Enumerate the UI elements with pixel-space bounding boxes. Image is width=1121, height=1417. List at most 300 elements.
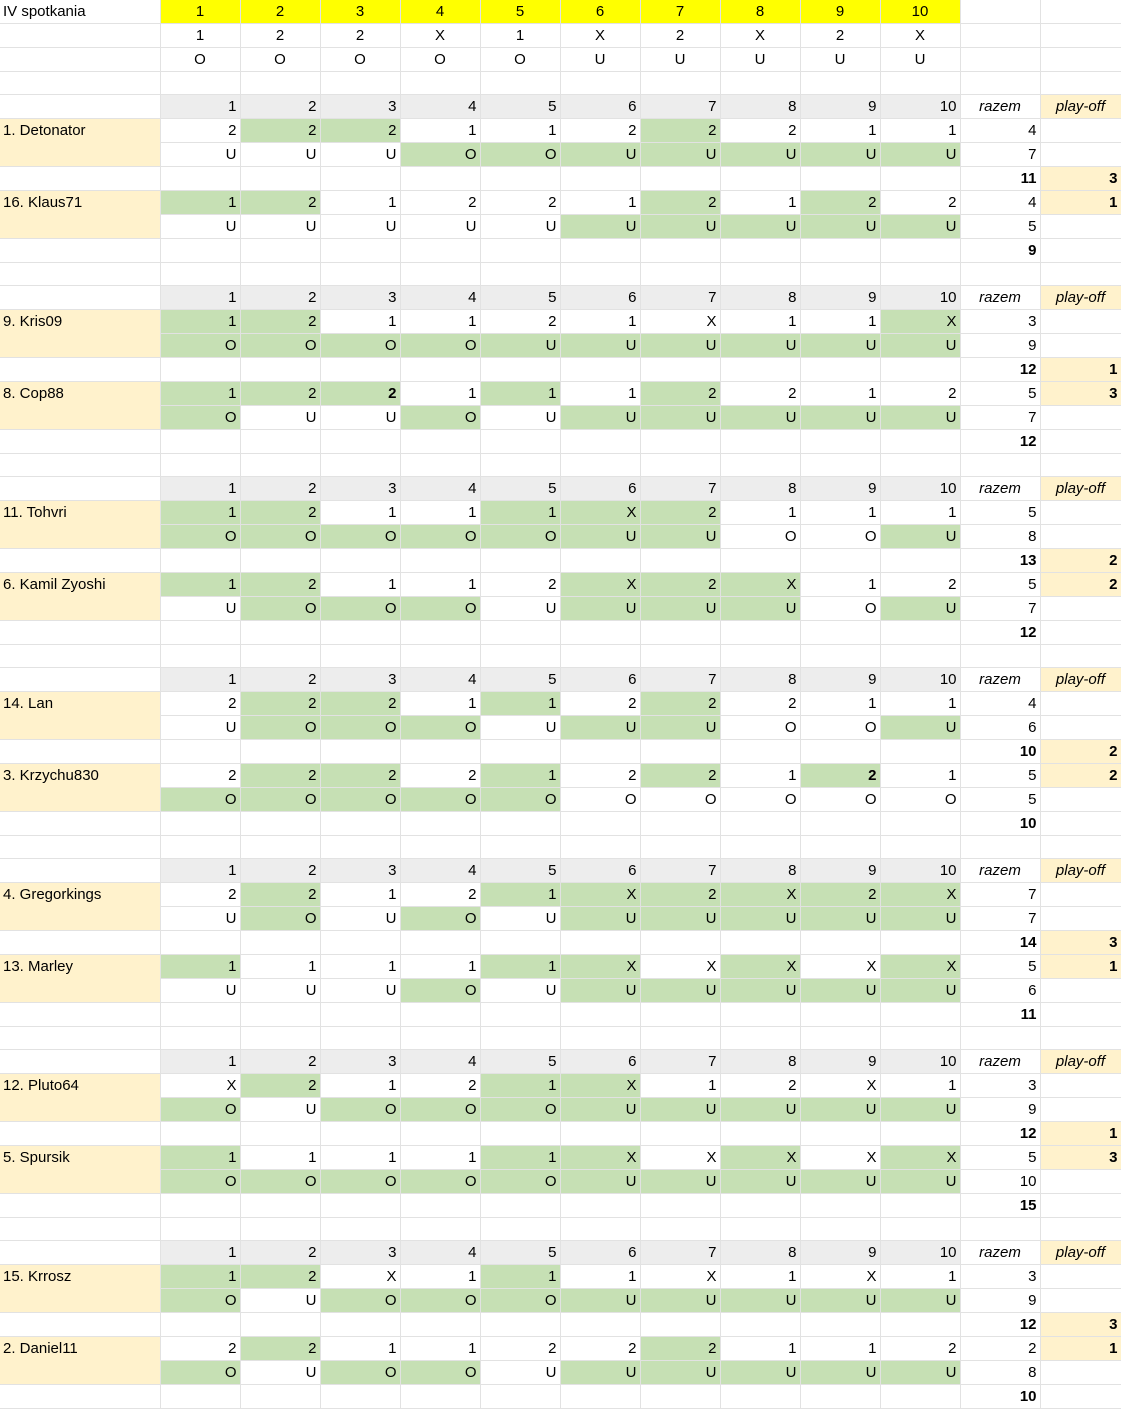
empty-cell[interactable]	[240, 454, 320, 477]
overunder-cell[interactable]: O	[320, 525, 400, 549]
empty-cell[interactable]	[640, 1194, 720, 1218]
overunder-cell[interactable]: U	[320, 979, 400, 1003]
empty-cell[interactable]	[880, 430, 960, 454]
empty-cell[interactable]	[480, 1122, 560, 1146]
overunder-cell[interactable]: U	[160, 143, 240, 167]
result-cell[interactable]: 1	[400, 119, 480, 143]
result-cell[interactable]: 1	[720, 764, 800, 788]
result-cell[interactable]: 2	[640, 382, 720, 406]
header-overunder[interactable]: U	[640, 48, 720, 72]
empty-cell[interactable]	[560, 740, 640, 764]
result-cell[interactable]: 1	[320, 191, 400, 215]
empty-cell[interactable]	[240, 1122, 320, 1146]
overunder-cell[interactable]: O	[400, 334, 480, 358]
empty-cell[interactable]	[1040, 334, 1121, 358]
empty-cell[interactable]	[720, 740, 800, 764]
overunder-cell[interactable]: U	[320, 907, 400, 931]
empty-cell[interactable]	[560, 167, 640, 191]
overunder-cell[interactable]: O	[400, 907, 480, 931]
result-cell[interactable]: 2	[400, 191, 480, 215]
result-cell[interactable]: 1	[800, 310, 880, 334]
empty-cell[interactable]	[240, 72, 320, 95]
overunder-cell[interactable]: O	[320, 334, 400, 358]
empty-cell[interactable]	[800, 1027, 880, 1050]
overunder-cell[interactable]: U	[640, 907, 720, 931]
result-cell[interactable]: 1	[880, 692, 960, 716]
column-number[interactable]: 7	[640, 286, 720, 310]
overunder-cell[interactable]: U	[480, 979, 560, 1003]
empty-cell[interactable]	[400, 645, 480, 668]
column-number[interactable]: 5	[480, 1050, 560, 1074]
column-number[interactable]: 5	[480, 95, 560, 119]
result-cell[interactable]: 2	[560, 119, 640, 143]
empty-cell[interactable]	[160, 167, 240, 191]
overunder-cell[interactable]: O	[160, 1289, 240, 1313]
empty-cell[interactable]	[0, 72, 160, 95]
overunder-cell[interactable]: U	[560, 525, 640, 549]
header-number[interactable]: 7	[640, 0, 720, 24]
empty-cell[interactable]	[480, 1027, 560, 1050]
empty-cell[interactable]	[880, 1194, 960, 1218]
playoff-points[interactable]: 3	[1040, 167, 1121, 191]
result-cell[interactable]: 2	[240, 310, 320, 334]
empty-cell[interactable]	[640, 549, 720, 573]
result-cell[interactable]: 1	[160, 310, 240, 334]
result-cell[interactable]: 1	[160, 382, 240, 406]
result-cell[interactable]: 1	[320, 1146, 400, 1170]
empty-cell[interactable]	[0, 1241, 160, 1265]
overunder-cell[interactable]: U	[880, 907, 960, 931]
overunder-cell[interactable]: O	[240, 716, 320, 740]
overunder-cell[interactable]: U	[160, 215, 240, 239]
header-result[interactable]: X	[560, 24, 640, 48]
empty-cell[interactable]	[240, 1003, 320, 1027]
result-cell[interactable]: X	[560, 573, 640, 597]
column-number[interactable]: 7	[640, 859, 720, 883]
empty-cell[interactable]	[240, 931, 320, 955]
player-name[interactable]: 16. Klaus71	[0, 191, 160, 239]
empty-cell[interactable]	[800, 931, 880, 955]
total-score[interactable]: 12	[960, 1122, 1040, 1146]
score-overunder[interactable]: 7	[960, 406, 1040, 430]
result-cell[interactable]: 1	[880, 501, 960, 525]
empty-cell[interactable]	[160, 1385, 240, 1409]
overunder-cell[interactable]: O	[800, 525, 880, 549]
empty-cell[interactable]	[640, 740, 720, 764]
overunder-cell[interactable]: U	[560, 406, 640, 430]
empty-cell[interactable]	[880, 645, 960, 668]
empty-cell[interactable]	[160, 1194, 240, 1218]
overunder-cell[interactable]: O	[400, 788, 480, 812]
playoff-points[interactable]: 1	[1040, 358, 1121, 382]
player-name[interactable]: 8. Cop88	[0, 382, 160, 430]
result-cell[interactable]: X	[880, 955, 960, 979]
empty-cell[interactable]	[640, 263, 720, 286]
empty-cell[interactable]	[640, 621, 720, 645]
empty-cell[interactable]	[0, 931, 160, 955]
playoff-points[interactable]: 3	[1040, 1313, 1121, 1337]
empty-cell[interactable]	[160, 263, 240, 286]
empty-cell[interactable]	[320, 454, 400, 477]
overunder-cell[interactable]: U	[560, 907, 640, 931]
result-cell[interactable]: 2	[880, 382, 960, 406]
header-overunder[interactable]: U	[720, 48, 800, 72]
empty-cell[interactable]	[560, 1027, 640, 1050]
empty-cell[interactable]	[320, 1385, 400, 1409]
playoff-points[interactable]	[1040, 1003, 1121, 1027]
empty-cell[interactable]	[0, 477, 160, 501]
column-number[interactable]: 6	[560, 1050, 640, 1074]
result-cell[interactable]: 2	[560, 764, 640, 788]
overunder-cell[interactable]: U	[240, 1098, 320, 1122]
empty-cell[interactable]	[640, 358, 720, 382]
overunder-cell[interactable]: U	[880, 1098, 960, 1122]
overunder-cell[interactable]: O	[640, 788, 720, 812]
empty-cell[interactable]	[720, 1122, 800, 1146]
empty-cell[interactable]	[800, 812, 880, 836]
playoff-points[interactable]: 2	[1040, 740, 1121, 764]
result-cell[interactable]: X	[800, 1265, 880, 1289]
playoff-points[interactable]	[1040, 1074, 1121, 1098]
empty-cell[interactable]	[880, 72, 960, 95]
empty-cell[interactable]	[1040, 454, 1121, 477]
empty-cell[interactable]	[800, 549, 880, 573]
overunder-cell[interactable]: O	[800, 597, 880, 621]
empty-cell[interactable]	[1040, 215, 1121, 239]
overunder-cell[interactable]: U	[240, 215, 320, 239]
result-cell[interactable]: 1	[160, 501, 240, 525]
overunder-cell[interactable]: O	[240, 597, 320, 621]
overunder-cell[interactable]: U	[480, 716, 560, 740]
score-result[interactable]: 5	[960, 1146, 1040, 1170]
result-cell[interactable]: 2	[240, 1074, 320, 1098]
column-number[interactable]: 8	[720, 286, 800, 310]
overunder-cell[interactable]: U	[640, 143, 720, 167]
overunder-cell[interactable]: U	[880, 1289, 960, 1313]
empty-cell[interactable]	[0, 454, 160, 477]
result-cell[interactable]: X	[560, 501, 640, 525]
score-result[interactable]: 3	[960, 310, 1040, 334]
empty-cell[interactable]	[0, 740, 160, 764]
header-result[interactable]: X	[880, 24, 960, 48]
column-number[interactable]: 2	[240, 1050, 320, 1074]
overunder-cell[interactable]: O	[480, 525, 560, 549]
result-cell[interactable]: 1	[400, 1265, 480, 1289]
result-cell[interactable]: 2	[400, 883, 480, 907]
empty-cell[interactable]	[960, 836, 1040, 859]
overunder-cell[interactable]: U	[800, 406, 880, 430]
overunder-cell[interactable]: O	[160, 1361, 240, 1385]
empty-cell[interactable]	[160, 740, 240, 764]
player-name[interactable]: 5. Spursik	[0, 1146, 160, 1194]
empty-cell[interactable]	[0, 286, 160, 310]
column-number[interactable]: 3	[320, 1241, 400, 1265]
result-cell[interactable]: X	[800, 955, 880, 979]
empty-cell[interactable]	[0, 1003, 160, 1027]
result-cell[interactable]: 1	[880, 119, 960, 143]
empty-cell[interactable]	[480, 358, 560, 382]
result-cell[interactable]: 2	[320, 382, 400, 406]
overunder-cell[interactable]: O	[400, 406, 480, 430]
empty-cell[interactable]	[800, 1194, 880, 1218]
empty-cell[interactable]	[960, 0, 1040, 24]
empty-cell[interactable]	[800, 1218, 880, 1241]
empty-cell[interactable]	[240, 740, 320, 764]
player-name[interactable]: 11. Tohvri	[0, 501, 160, 549]
column-number[interactable]: 4	[400, 1241, 480, 1265]
empty-cell[interactable]	[560, 1194, 640, 1218]
overunder-cell[interactable]: U	[160, 597, 240, 621]
header-result[interactable]: 2	[240, 24, 320, 48]
score-overunder[interactable]: 9	[960, 334, 1040, 358]
score-result[interactable]: 5	[960, 955, 1040, 979]
empty-cell[interactable]	[640, 1218, 720, 1241]
overunder-cell[interactable]: U	[880, 406, 960, 430]
empty-cell[interactable]	[240, 167, 320, 191]
result-cell[interactable]: 2	[160, 119, 240, 143]
result-cell[interactable]: 2	[640, 692, 720, 716]
empty-cell[interactable]	[960, 1027, 1040, 1050]
empty-cell[interactable]	[320, 1313, 400, 1337]
empty-cell[interactable]	[560, 621, 640, 645]
column-number[interactable]: 9	[800, 859, 880, 883]
empty-cell[interactable]	[800, 621, 880, 645]
overunder-cell[interactable]: U	[640, 334, 720, 358]
column-number[interactable]: 9	[800, 1050, 880, 1074]
overunder-cell[interactable]: U	[560, 143, 640, 167]
empty-cell[interactable]	[560, 1218, 640, 1241]
player-name[interactable]: 13. Marley	[0, 955, 160, 1003]
empty-cell[interactable]	[240, 358, 320, 382]
playoff-points[interactable]	[1040, 1385, 1121, 1409]
result-cell[interactable]: 2	[640, 119, 720, 143]
razem-label[interactable]: razem	[960, 859, 1040, 883]
result-cell[interactable]: 1	[560, 382, 640, 406]
empty-cell[interactable]	[560, 812, 640, 836]
empty-cell[interactable]	[1040, 979, 1121, 1003]
overunder-cell[interactable]: U	[160, 716, 240, 740]
result-cell[interactable]: 2	[240, 883, 320, 907]
result-cell[interactable]: 2	[480, 191, 560, 215]
total-score[interactable]: 15	[960, 1194, 1040, 1218]
razem-label[interactable]: razem	[960, 477, 1040, 501]
score-result[interactable]: 5	[960, 764, 1040, 788]
overunder-cell[interactable]: U	[720, 1170, 800, 1194]
column-number[interactable]: 9	[800, 95, 880, 119]
column-number[interactable]: 7	[640, 1241, 720, 1265]
overunder-cell[interactable]: U	[240, 1289, 320, 1313]
score-result[interactable]: 3	[960, 1074, 1040, 1098]
empty-cell[interactable]	[0, 1385, 160, 1409]
empty-cell[interactable]	[720, 430, 800, 454]
overunder-cell[interactable]: O	[320, 1361, 400, 1385]
result-cell[interactable]: 2	[240, 764, 320, 788]
score-result[interactable]: 4	[960, 692, 1040, 716]
result-cell[interactable]: 1	[480, 692, 560, 716]
empty-cell[interactable]	[160, 1003, 240, 1027]
empty-cell[interactable]	[0, 1122, 160, 1146]
empty-cell[interactable]	[880, 263, 960, 286]
overunder-cell[interactable]: U	[720, 334, 800, 358]
column-number[interactable]: 8	[720, 477, 800, 501]
overunder-cell[interactable]: U	[800, 1170, 880, 1194]
result-cell[interactable]: 1	[480, 382, 560, 406]
playoff-points[interactable]: 2	[1040, 549, 1121, 573]
column-number[interactable]: 2	[240, 95, 320, 119]
result-cell[interactable]: 2	[640, 191, 720, 215]
player-name[interactable]: 1. Detonator	[0, 119, 160, 167]
overunder-cell[interactable]: O	[320, 1098, 400, 1122]
empty-cell[interactable]	[320, 239, 400, 263]
empty-cell[interactable]	[320, 812, 400, 836]
empty-cell[interactable]	[400, 812, 480, 836]
overunder-cell[interactable]: O	[880, 788, 960, 812]
total-score[interactable]: 10	[960, 740, 1040, 764]
overunder-cell[interactable]: U	[160, 979, 240, 1003]
empty-cell[interactable]	[0, 668, 160, 692]
result-cell[interactable]: 1	[320, 955, 400, 979]
result-cell[interactable]: 1	[800, 1337, 880, 1361]
column-number[interactable]: 4	[400, 1050, 480, 1074]
empty-cell[interactable]	[1040, 645, 1121, 668]
overunder-cell[interactable]: O	[800, 716, 880, 740]
empty-cell[interactable]	[720, 1027, 800, 1050]
empty-cell[interactable]	[400, 1194, 480, 1218]
overunder-cell[interactable]: O	[320, 1170, 400, 1194]
result-cell[interactable]: 2	[720, 119, 800, 143]
result-cell[interactable]: 1	[480, 883, 560, 907]
result-cell[interactable]: X	[800, 1146, 880, 1170]
total-score[interactable]: 11	[960, 1003, 1040, 1027]
score-overunder[interactable]: 7	[960, 907, 1040, 931]
header-overunder[interactable]: O	[400, 48, 480, 72]
overunder-cell[interactable]: O	[160, 525, 240, 549]
empty-cell[interactable]	[640, 454, 720, 477]
empty-cell[interactable]	[240, 1313, 320, 1337]
column-number[interactable]: 5	[480, 668, 560, 692]
empty-cell[interactable]	[1040, 1289, 1121, 1313]
column-number[interactable]: 10	[880, 1241, 960, 1265]
empty-cell[interactable]	[0, 621, 160, 645]
empty-cell[interactable]	[880, 167, 960, 191]
empty-cell[interactable]	[160, 358, 240, 382]
empty-cell[interactable]	[720, 645, 800, 668]
empty-cell[interactable]	[1040, 836, 1121, 859]
overunder-cell[interactable]: O	[400, 597, 480, 621]
empty-cell[interactable]	[400, 239, 480, 263]
column-number[interactable]: 9	[800, 286, 880, 310]
column-number[interactable]: 6	[560, 95, 640, 119]
result-cell[interactable]: X	[800, 1074, 880, 1098]
empty-cell[interactable]	[640, 645, 720, 668]
result-cell[interactable]: 2	[400, 764, 480, 788]
result-cell[interactable]: X	[720, 1146, 800, 1170]
overunder-cell[interactable]: U	[800, 143, 880, 167]
overunder-cell[interactable]: U	[560, 979, 640, 1003]
total-score[interactable]: 12	[960, 621, 1040, 645]
player-name[interactable]: 15. Krrosz	[0, 1265, 160, 1313]
result-cell[interactable]: X	[640, 955, 720, 979]
playoff-points[interactable]	[1040, 119, 1121, 143]
result-cell[interactable]: 1	[400, 692, 480, 716]
column-number[interactable]: 3	[320, 286, 400, 310]
empty-cell[interactable]	[160, 836, 240, 859]
overunder-cell[interactable]: U	[480, 406, 560, 430]
empty-cell[interactable]	[240, 1027, 320, 1050]
overunder-cell[interactable]: O	[480, 1170, 560, 1194]
empty-cell[interactable]	[0, 1313, 160, 1337]
result-cell[interactable]: 1	[400, 955, 480, 979]
overunder-cell[interactable]: U	[560, 1170, 640, 1194]
empty-cell[interactable]	[320, 1194, 400, 1218]
playoff-points[interactable]	[1040, 812, 1121, 836]
empty-cell[interactable]	[1040, 263, 1121, 286]
total-score[interactable]: 10	[960, 1385, 1040, 1409]
overunder-cell[interactable]: U	[240, 979, 320, 1003]
score-overunder[interactable]: 9	[960, 1289, 1040, 1313]
result-cell[interactable]: 2	[880, 573, 960, 597]
result-cell[interactable]: 1	[800, 382, 880, 406]
empty-cell[interactable]	[1040, 406, 1121, 430]
result-cell[interactable]: 1	[160, 1146, 240, 1170]
result-cell[interactable]: 1	[480, 119, 560, 143]
empty-cell[interactable]	[320, 358, 400, 382]
empty-cell[interactable]	[1040, 525, 1121, 549]
overunder-cell[interactable]: U	[640, 1289, 720, 1313]
result-cell[interactable]: 1	[800, 119, 880, 143]
empty-cell[interactable]	[960, 454, 1040, 477]
result-cell[interactable]: 2	[160, 692, 240, 716]
header-result[interactable]: 1	[160, 24, 240, 48]
empty-cell[interactable]	[720, 549, 800, 573]
playoff-points[interactable]	[1040, 883, 1121, 907]
overunder-cell[interactable]: U	[640, 1170, 720, 1194]
playoff-points[interactable]	[1040, 692, 1121, 716]
result-cell[interactable]: 1	[800, 501, 880, 525]
empty-cell[interactable]	[800, 1003, 880, 1027]
empty-cell[interactable]	[400, 549, 480, 573]
empty-cell[interactable]	[160, 549, 240, 573]
result-cell[interactable]: X	[720, 573, 800, 597]
empty-cell[interactable]	[1040, 597, 1121, 621]
empty-cell[interactable]	[480, 812, 560, 836]
playoff-points[interactable]: 3	[1040, 382, 1121, 406]
overunder-cell[interactable]: U	[720, 1289, 800, 1313]
result-cell[interactable]: 2	[160, 764, 240, 788]
playoff-label[interactable]: play-off	[1040, 1241, 1121, 1265]
overunder-cell[interactable]: U	[320, 215, 400, 239]
empty-cell[interactable]	[560, 1313, 640, 1337]
empty-cell[interactable]	[1040, 0, 1121, 24]
result-cell[interactable]: 1	[320, 501, 400, 525]
empty-cell[interactable]	[960, 645, 1040, 668]
overunder-cell[interactable]: O	[720, 788, 800, 812]
result-cell[interactable]: 1	[400, 1146, 480, 1170]
empty-cell[interactable]	[320, 1122, 400, 1146]
playoff-points[interactable]: 2	[1040, 764, 1121, 788]
empty-cell[interactable]	[720, 812, 800, 836]
overunder-cell[interactable]: U	[720, 1361, 800, 1385]
result-cell[interactable]: 2	[240, 1265, 320, 1289]
playoff-points[interactable]: 1	[1040, 1122, 1121, 1146]
empty-cell[interactable]	[480, 621, 560, 645]
result-cell[interactable]: 1	[720, 1337, 800, 1361]
result-cell[interactable]: 1	[560, 310, 640, 334]
column-number[interactable]: 1	[160, 668, 240, 692]
empty-cell[interactable]	[800, 1313, 880, 1337]
result-cell[interactable]: 1	[240, 1146, 320, 1170]
overunder-cell[interactable]: U	[720, 215, 800, 239]
